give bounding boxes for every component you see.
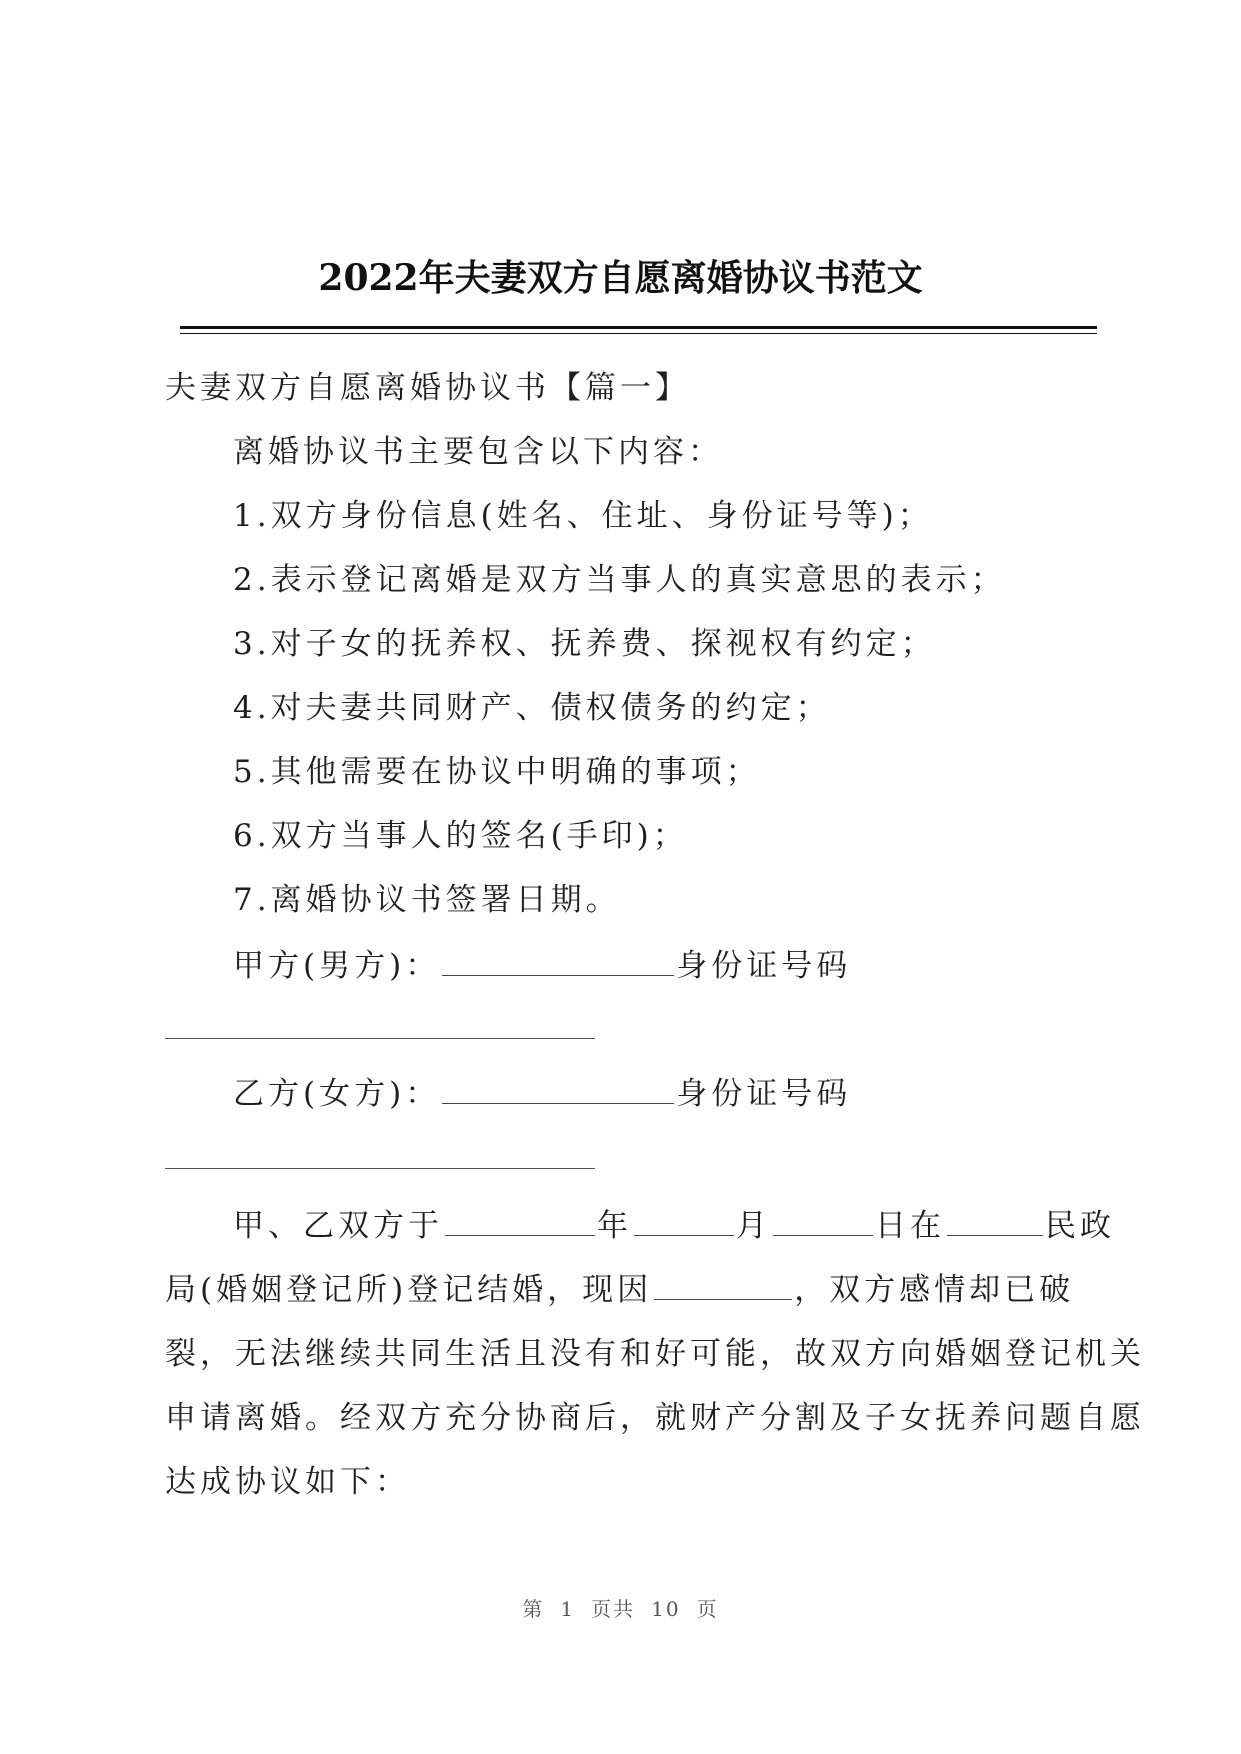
intro-text: 离婚协议书主要包含以下内容： bbox=[233, 434, 723, 470]
footer-total-pages: 10 bbox=[651, 1597, 681, 1621]
party-a-name-blank bbox=[442, 974, 674, 976]
party-b-line bbox=[233, 1068, 851, 1113]
list-item: 2.表示登记离婚是双方当事人的真实意思的表示； bbox=[233, 562, 1006, 598]
month-label: 月 bbox=[736, 1208, 771, 1244]
party-a-line bbox=[233, 940, 851, 985]
list-item: 5.其他需要在协议中明确的事项； bbox=[233, 754, 761, 790]
list-item: 6.双方当事人的签名(手印)； bbox=[233, 818, 688, 854]
list-item: 7.离婚协议书签署日期。 bbox=[233, 882, 621, 918]
day-label: 日在 bbox=[875, 1208, 945, 1244]
list-item: 4.对夫妻共同财产、债权债务的约定； bbox=[233, 690, 831, 726]
paragraph-line-1 bbox=[233, 1200, 1115, 1245]
section-heading: 夫妻双方自愿离婚协议书【篇一】 bbox=[165, 370, 690, 406]
paragraph-line-3: 裂，无法继续共同生活且没有和好可能，故双方向婚姻登记机关 bbox=[165, 1336, 1145, 1372]
party-b-id-label: 身份证号码 bbox=[676, 1076, 852, 1112]
bureau-blank bbox=[947, 1234, 1043, 1236]
paragraph-line-2 bbox=[165, 1264, 1074, 1309]
marriage-intro-text: 甲、乙双方于 bbox=[233, 1208, 443, 1244]
reason-blank bbox=[654, 1298, 792, 1300]
footer-total-word: 页共 bbox=[591, 1597, 636, 1621]
footer-current-page: 1 bbox=[560, 1597, 576, 1621]
footer-end-word: 页 bbox=[696, 1597, 719, 1621]
bureau-label: 民政 bbox=[1045, 1208, 1115, 1244]
party-a-label: 甲方(男方)： bbox=[233, 948, 441, 984]
title-rule-thick bbox=[180, 326, 1097, 329]
relationship-text: ，双方感情却已破 bbox=[794, 1272, 1075, 1308]
paragraph-line-5: 达成协议如下： bbox=[165, 1464, 410, 1500]
party-a-id-blank bbox=[165, 1038, 595, 1039]
year-label: 年 bbox=[597, 1208, 632, 1244]
document-title: 2022年夫妻双方自愿离婚协议书范文 bbox=[318, 257, 923, 299]
party-a-id-label: 身份证号码 bbox=[676, 948, 852, 984]
month-blank bbox=[634, 1234, 734, 1236]
party-b-label: 乙方(女方)： bbox=[233, 1076, 441, 1112]
title-rule-thin bbox=[180, 333, 1097, 334]
paragraph-line-4: 申请离婚。经双方充分协商后，就财产分割及子女抚养问题自愿 bbox=[165, 1400, 1145, 1436]
page-footer bbox=[0, 1593, 1241, 1622]
registration-text: 局(婚姻登记所)登记结婚，现因 bbox=[165, 1272, 653, 1308]
party-b-name-blank bbox=[442, 1102, 674, 1104]
day-blank bbox=[773, 1234, 873, 1236]
footer-page-word: 第 bbox=[522, 1597, 545, 1621]
list-item: 3.对子女的抚养权、抚养费、探视权有约定； bbox=[233, 626, 936, 662]
list-item: 1.双方身份信息(姓名、住址、身份证号等)； bbox=[233, 498, 933, 534]
party-b-id-blank bbox=[165, 1168, 595, 1169]
year-blank bbox=[445, 1234, 595, 1236]
